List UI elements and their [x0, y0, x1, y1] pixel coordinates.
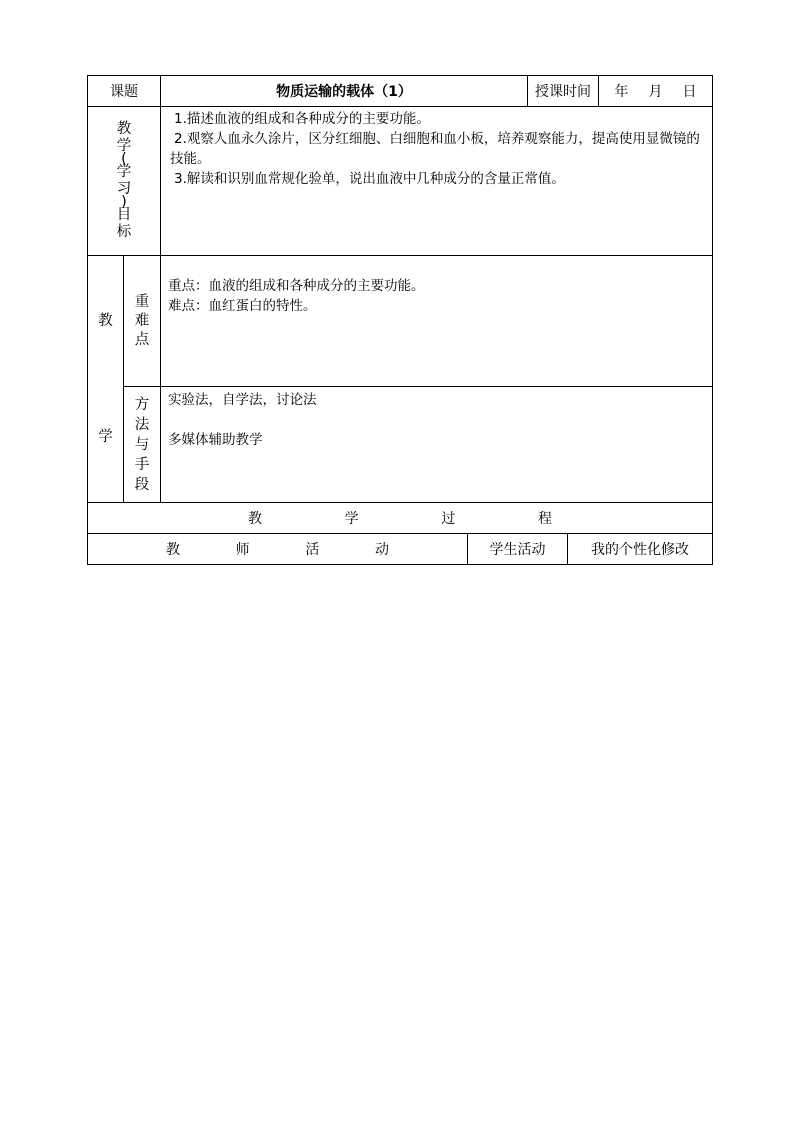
date-year: 年 [614, 84, 629, 100]
objectives-label-char: 目 [116, 207, 132, 223]
key-points-label-char: 点 [134, 331, 150, 348]
process-columns-row [88, 534, 713, 565]
methods-line: 多媒体辅助教学 [168, 432, 263, 448]
objectives-label-char: ) [121, 194, 127, 210]
date-cell [599, 76, 713, 107]
methods-line: 实验法，自学法，讨论法 [168, 392, 317, 408]
methods-label [124, 387, 161, 503]
process-heading-char: 学 [344, 511, 359, 527]
objective-item: 1.描述血液的组成和各种成分的主要功能。 [174, 111, 430, 127]
topic-label: 课题 [88, 76, 161, 107]
objectives-label-char: 习 [116, 181, 132, 197]
process-heading-char: 程 [538, 511, 553, 527]
objective-item: 2.观察人血永久涂片，区分红细胞、白细胞和血小板，培养观察能力，提高使用显微镜的技能。 [170, 131, 700, 167]
methods-content [161, 387, 713, 503]
header-row [88, 76, 713, 107]
process-heading-char: 教 [248, 511, 262, 527]
objectives-label-char: 标 [116, 224, 132, 240]
key-points-label [124, 256, 161, 387]
teacher-activity-char: 动 [374, 542, 389, 558]
process-heading [88, 503, 713, 534]
topic-value: 物质运输的载体（1） [161, 76, 528, 107]
process-heading-char: 过 [441, 511, 456, 527]
teaching-label-char: 教 [98, 312, 113, 329]
key-point: 重点：血液的组成和各种成分的主要功能。 [168, 278, 425, 294]
methods-label-char: 方 [134, 396, 150, 413]
process-heading-row [88, 503, 713, 534]
objectives-label-char: 教 [116, 121, 132, 137]
difficult-point: 难点：血红蛋白的特性。 [168, 298, 317, 314]
objectives-label [88, 107, 161, 256]
date-day: 日 [682, 84, 697, 100]
teaching-label [88, 256, 124, 503]
methods-label-char: 手 [134, 456, 150, 473]
date-month: 月 [648, 84, 663, 100]
objectives-label-char: 学 [116, 164, 132, 180]
key-points-content [161, 256, 713, 387]
objectives-row [88, 107, 713, 256]
objectives-label-char: 学 [116, 138, 132, 154]
personal-revision-header: 我的个性化修改 [568, 534, 713, 565]
objective-item: 3.解读和识别血常规化验单，说出血液中几种成分的含量正常值。 [174, 171, 565, 187]
lesson-plan-table [87, 75, 713, 565]
methods-label-char: 段 [134, 476, 150, 493]
key-points-label-char: 重 [134, 293, 150, 310]
teacher-activity-char: 教 [166, 542, 180, 558]
teacher-activity-char: 师 [235, 542, 250, 558]
methods-label-char: 与 [134, 436, 150, 453]
objectives-label-char: ( [121, 151, 127, 167]
methods-row [88, 387, 713, 503]
objectives-content [161, 107, 713, 256]
teacher-activity-char: 活 [305, 542, 320, 558]
key-points-row [88, 256, 713, 387]
teacher-activity-header [88, 534, 468, 565]
time-label: 授课时间 [528, 76, 599, 107]
student-activity-header: 学生活动 [468, 534, 568, 565]
teaching-label-char: 学 [98, 428, 113, 445]
key-points-label-char: 难 [134, 312, 150, 329]
methods-label-char: 法 [134, 416, 150, 433]
